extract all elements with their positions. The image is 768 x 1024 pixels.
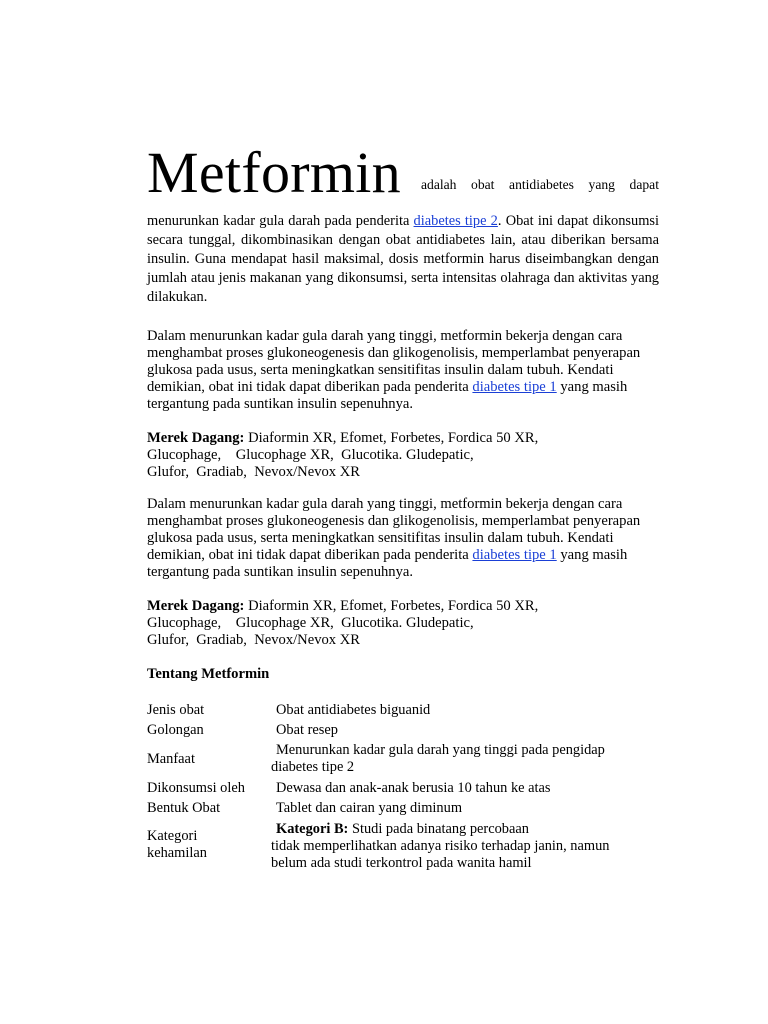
mechanism-text: Dalam menurunkan kadar gula darah yang tinggi, metformin bekerja dengan cara menghambat proses glukoneogenesis dan glikogenolisis, memperlambat penyerapan glukosa pada usus, serta meningkatkan sensitifitas insulin dalam tubuh. Kendati demikian, obat ini tidak dapat diberikan pada penderita xyxy=(147,328,641,395)
link-diabetes-tipe-2[interactable]: diabetes tipe 2 xyxy=(413,213,498,229)
row-value: Menurunkan kadar gula darah yang tinggi pada pengidap xyxy=(276,742,605,758)
row-value: Dewasa dan anak-anak berusia 10 tahun ke atas xyxy=(276,780,551,796)
brands-block-2 xyxy=(147,598,659,649)
doc-title: Metformin xyxy=(147,140,401,205)
brands-line-1: Merek Dagang: Diaformin XR, Efomet, Forbetes, Fordica 50 XR, xyxy=(147,598,539,614)
row-label-line-2: kehamilan xyxy=(147,845,207,861)
row-label: Bentuk Obat xyxy=(147,800,221,816)
row-value-line-2: tidak memperlihatkan adanya risiko terhadap janin, namun xyxy=(271,838,610,854)
row-label: Jenis obat xyxy=(147,702,205,718)
link-diabetes-tipe-1[interactable]: diabetes tipe 1 xyxy=(472,547,557,563)
row-label: Kategori xyxy=(147,828,198,844)
brands-block-1 xyxy=(147,430,659,481)
intro-text-before: menurunkan kadar gula darah pada penderita xyxy=(147,213,414,229)
row-value: Kategori B: Studi pada binatang percobaan xyxy=(276,821,529,837)
row-value: Obat antidiabetes biguanid xyxy=(276,702,431,718)
mechanism-text-after: yang masih tergantung pada suntikan insulin sepenuhnya. xyxy=(147,379,628,412)
about-heading: Tentang Metformin xyxy=(147,666,270,682)
row-label: Manfaat xyxy=(147,751,195,767)
mechanism-paragraph-2 xyxy=(147,496,659,581)
brands-line-2: Glucophage, Glucophage XR, Glucotika. Gludepatic, xyxy=(147,447,474,463)
link-diabetes-tipe-1[interactable]: diabetes tipe 1 xyxy=(472,379,557,395)
row-label: Golongan xyxy=(147,722,204,738)
category-b-label: Kategori B: xyxy=(276,821,349,837)
table-row xyxy=(147,742,659,778)
row-value-line-3: belum ada studi terkontrol pada wanita hamil xyxy=(271,855,532,871)
intro-paragraph xyxy=(147,212,659,307)
intro-first-line: adalah obat antidiabetes yang dapat xyxy=(421,177,659,192)
row-value: Tablet dan cairan yang diminum xyxy=(276,800,463,816)
brands-line-3: Glufor, Gradiab, Nevox/Nevox XR xyxy=(147,632,361,648)
row-value-line-2: diabetes tipe 2 xyxy=(271,759,355,775)
mechanism-paragraph-1 xyxy=(147,328,659,413)
brands-line-2: Glucophage, Glucophage XR, Glucotika. Gludepatic, xyxy=(147,615,474,631)
row-value: Obat resep xyxy=(276,722,338,738)
mechanism-text-after: yang masih tergantung pada suntikan insulin sepenuhnya. xyxy=(147,547,628,580)
brands-line-3: Glufor, Gradiab, Nevox/Nevox XR xyxy=(147,464,361,480)
brands-label: Merek Dagang: xyxy=(147,598,245,614)
row-label: Dikonsumsi oleh xyxy=(147,780,245,796)
table-row xyxy=(147,821,659,875)
mechanism-text: Dalam menurunkan kadar gula darah yang tinggi, metformin bekerja dengan cara menghambat proses glukoneogenesis dan glikogenolisis, memperlambat penyerapan glukosa pada usus, serta meningkatkan sensitifitas insulin dalam tubuh. Kendati demikian, obat ini tidak dapat diberikan pada penderita xyxy=(147,496,641,563)
brands-label: Merek Dagang: xyxy=(147,430,245,446)
title-row xyxy=(147,140,659,205)
intro-text-after: . Obat ini dapat dikonsumsi secara tunggal, dikombinasikan dengan obat antidiabetes lain, atau diberikan bersama insulin. Guna mendapat hasil maksimal, dosis metformin harus diseimbangkan dengan jumlah atau jenis makanan yang dikonsumsi, serta intensitas olahraga dan aktivitas yang dilakukan. xyxy=(147,213,659,305)
brands-line-1: Merek Dagang: Diaformin XR, Efomet, Forbetes, Fordica 50 XR, xyxy=(147,430,539,446)
